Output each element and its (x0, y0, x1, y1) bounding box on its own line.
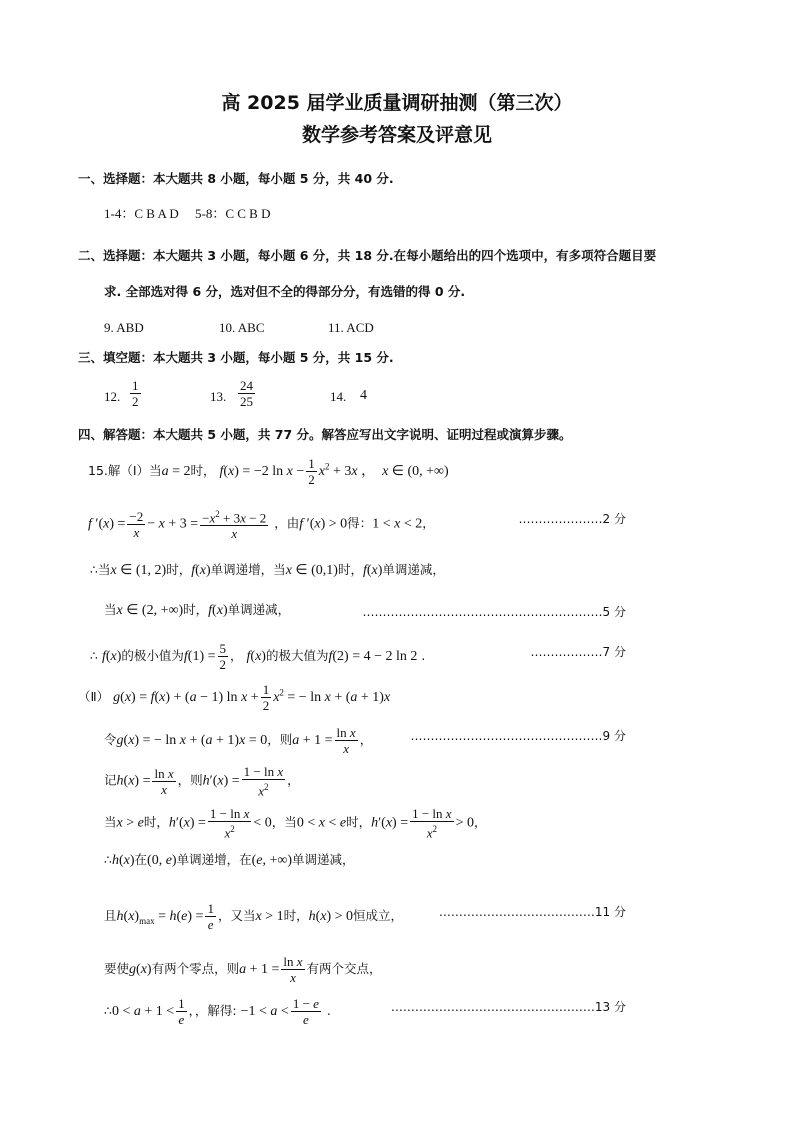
problem-15-extrema: ∴ f(x)的极小值为f(1) = $\frac{5}{2}$ ， f(x)的极大值为f(2) = 4 − 2 ln 2 . (90, 641, 426, 672)
answer-13-fraction: $\frac{24}{25}$ (240, 378, 253, 409)
score-11: …………………………………11 分 (438, 905, 626, 919)
answer-12-label: 12. (104, 389, 121, 404)
problem-15-part2-g: （Ⅱ） g(x) = f(x) + (a − 1) ln x + $\frac{1}{2}$ $x^2$ = − ln x + (a + 1)x (78, 682, 391, 713)
answer-11: 11. ACD (328, 320, 374, 335)
section-1-answers: 1-4：C B A D 5-8：C C B D (104, 206, 271, 221)
section-1-heading: 一、选择题：本大题共 8 小题，每小题 5 分，共 40 分. (78, 171, 394, 186)
score-2: …………………2 分 (518, 512, 626, 526)
page-subtitle: 数学参考答案及评意见 (301, 124, 492, 146)
score-9: …………………………………………9 分 (410, 729, 626, 743)
answer-12-fraction: $\frac{1}{2}$ (132, 378, 139, 409)
problem-15-derivative: f ′(x) = $\frac{-2}{x}$ − x + 3 = $\frac{-x^2 + 3x - 2}{x}$ ，由f ′(x) > 0得：1 < x < 2， (88, 508, 435, 542)
problem-15-h-sign: 当x > e时，h′(x) = $\frac{\text{1 − ln x}}{x^2}$ < 0，当0 < x < e时，h′(x) = $\frac{\text{1 − ln x}}{x^2}$ > 0， (104, 806, 487, 841)
answer-9: 9. ABD (104, 320, 144, 335)
score-7: ………………7 分 (530, 645, 626, 659)
page-title: 高 2025 届学业质量调研抽测（第三次） (221, 92, 573, 114)
problem-15-set-zero: 令g(x) = − ln x + (a + 1)x = 0，则a + 1 = $\frac{\text{ln x}}{x}$ ， (104, 725, 373, 756)
score-5: ……………………………………………………5 分 (362, 605, 626, 619)
problem-15-monotonic-1: ∴当x ∈ (1, 2)时，f(x)单调递增，当x ∈ (0,1)时，f(x)单调递减， (90, 562, 445, 578)
problem-15-monotonic-2: 当x ∈ (2, +∞)时，f(x)单调递减， (104, 602, 291, 618)
problem-15-define-h: 记h(x) = $\frac{\text{ln x}}{x}$ ，则h′(x) = $\frac{\text{1 − ln x}}{x^2}$ ， (104, 764, 300, 799)
section-4-heading: 四、解答题：本大题共 5 小题，共 77 分。解答应写出文字说明、证明过程或演算步骤。 (78, 427, 572, 442)
answer-14-label: 14. (330, 389, 347, 404)
answer-13-label: 13. (210, 389, 227, 404)
problem-15-h-max: 且$h(x)_{max} = h(e)$ = $\frac{1}{e}$ ，又当x > 1时，h(x) > 0恒成立， (104, 901, 404, 932)
problem-15-line-1: 15.解（Ⅰ）当a = 2时， f(x) = −2 ln x − $\frac{1}{2}$ $x^2 + 3x$ ， x ∈ (0, +∞) (88, 456, 449, 487)
answer-10: 10. ABC (219, 320, 265, 335)
section-2-heading: 二、选择题：本大题共 3 小题，每小题 6 分，共 18 分.在每小题给出的四个选项中，有多项符合题目要 (78, 248, 657, 263)
problem-15-h-monotonic: ∴h(x)在(0, e)单调递增，在(e, +∞)单调递减， (104, 852, 355, 868)
score-13: ……………………………………………13 分 (390, 1000, 626, 1014)
section-2-heading-cont: 求. 全部选对得 6 分，选对但不全的得部分分，有选错的得 0 分. (104, 284, 466, 299)
problem-15-solution: ∴0 < a + 1 < $\frac{1}{e}$ ，，解得: −1 < a < $\frac{1 - e}{e}$ . (104, 996, 331, 1027)
problem-15-two-zeros: 要使g(x)有两个零点，则a + 1 = $\frac{\text{ln x}}{x}$ 有两个交点， (104, 954, 382, 985)
section-3-heading: 三、填空题：本大题共 3 小题，每小题 5 分，共 15 分. (78, 350, 394, 365)
answer-14-value: 4 (360, 388, 367, 403)
